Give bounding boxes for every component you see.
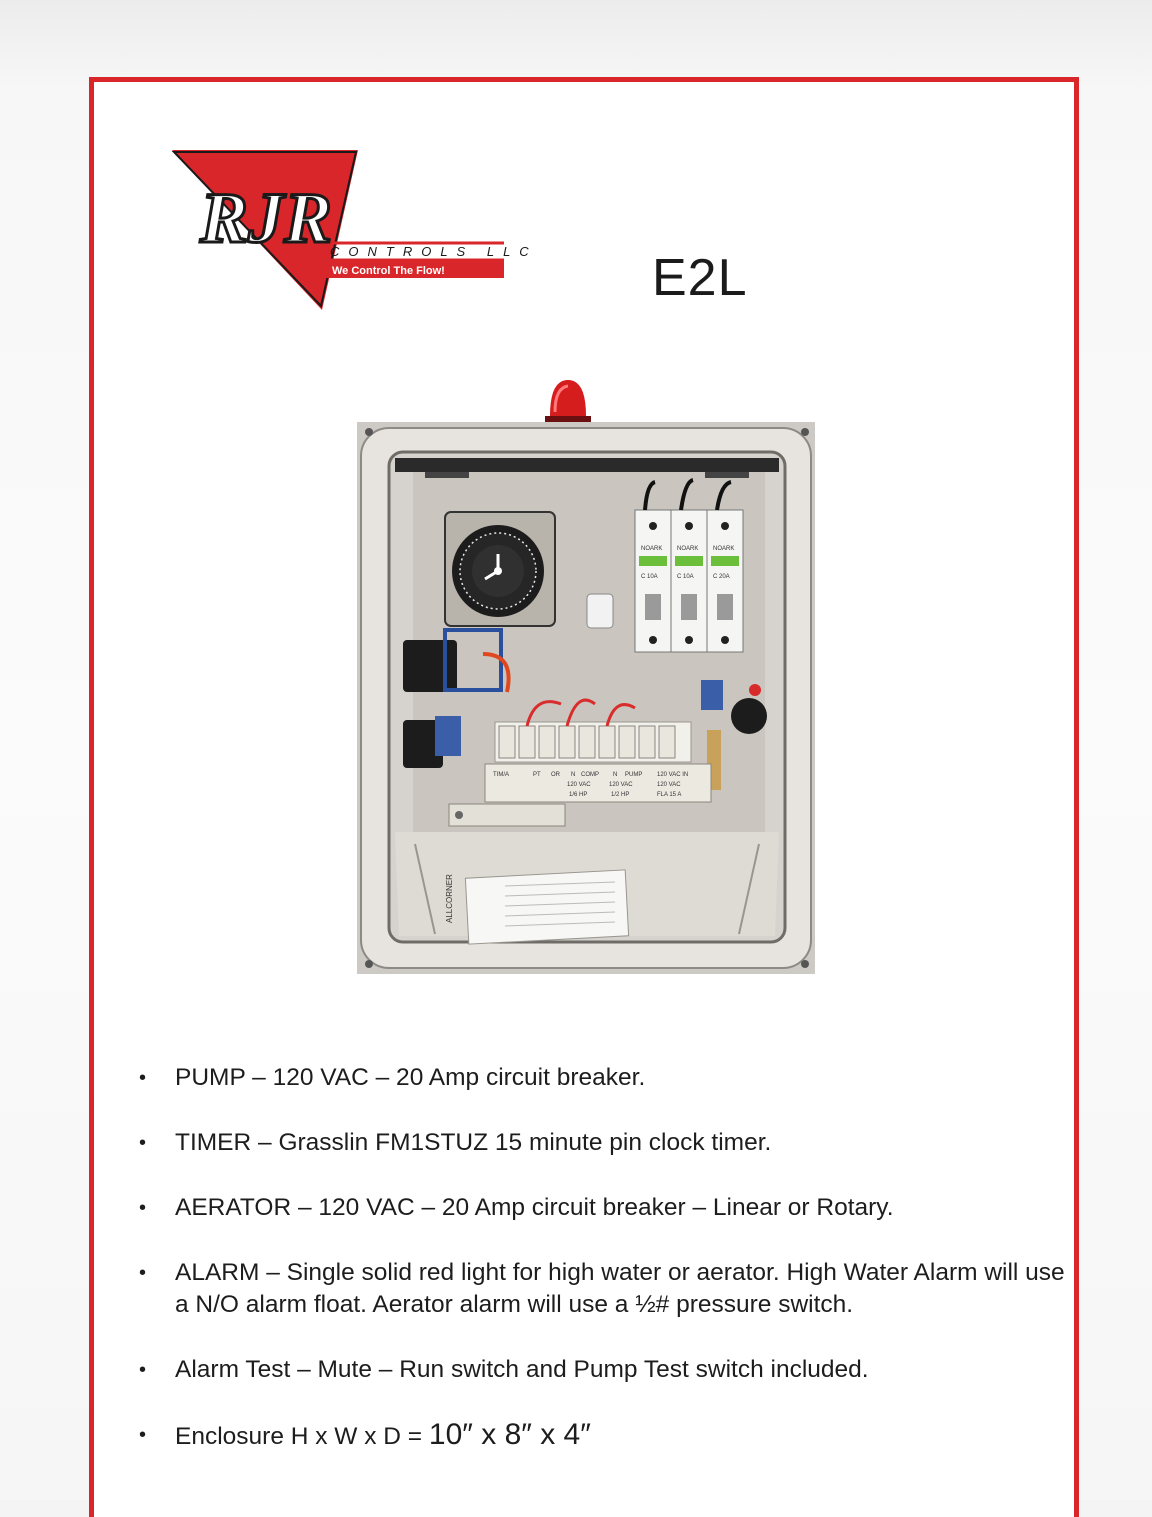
svg-text:NOARK: NOARK [713,546,735,552]
svg-text:We Control The Flow!: We Control The Flow! [332,265,445,277]
svg-text:COMP: COMP [581,772,599,778]
svg-text:TIM/A: TIM/A [493,772,509,778]
svg-text:PT: PT [533,772,541,778]
feature-enclosure: • Enclosure H x W x D = 10″ x 8″ x 4″ [137,1419,1077,1453]
feature-alarm-test: • Alarm Test – Mute – Run switch and Pump Test switch included. [137,1354,1077,1386]
svg-text:OR: OR [551,772,560,778]
svg-text:N: N [571,772,576,778]
svg-text:1/2 HP: 1/2 HP [611,792,630,798]
svg-text:C 20A: C 20A [713,574,730,580]
svg-text:120 VAC IN: 120 VAC IN [657,772,689,778]
svg-text:120 VAC: 120 VAC [657,782,681,788]
svg-text:FLA 15 A: FLA 15 A [657,792,682,798]
svg-text:NOARK: NOARK [641,546,663,552]
svg-text:RJR: RJR [200,178,333,258]
model-title: E2L [652,249,748,307]
enclosure-dimensions: 10″ x 8″ x 4″ [428,1418,591,1451]
svg-text:120 VAC: 120 VAC [567,782,591,788]
feature-timer: • TIMER – Grasslin FM1STUZ 15 minute pin clock timer. [137,1127,1077,1159]
svg-text:120 VAC: 120 VAC [609,782,633,788]
svg-text:PUMP: PUMP [625,772,643,778]
svg-text:NOARK: NOARK [677,546,699,552]
svg-text:N: N [613,772,618,778]
control-panel-photo [355,374,817,978]
svg-text:C 10A: C 10A [641,574,658,580]
feature-aerator: • AERATOR – 120 VAC – 20 Amp circuit breaker – Linear or Rotary. [137,1192,1077,1224]
svg-text:C 10A: C 10A [677,574,694,580]
svg-text:1/6 HP: 1/6 HP [569,792,588,798]
feature-alarm: • ALARM – Single solid red light for high water or aerator. High Water Alarm will use a N/O alarm float. Aerator alarm will use a ½# pressure switch. [137,1257,1077,1321]
feature-pump: • PUMP – 120 VAC – 20 Amp circuit breaker. [137,1062,1077,1094]
rjr-controls-logo [172,150,538,312]
svg-text:CONTROLS LLC: CONTROLS LLC [330,244,538,259]
feature-list [137,1062,1077,1453]
svg-text:ALLCORNER: ALLCORNER [445,874,454,923]
